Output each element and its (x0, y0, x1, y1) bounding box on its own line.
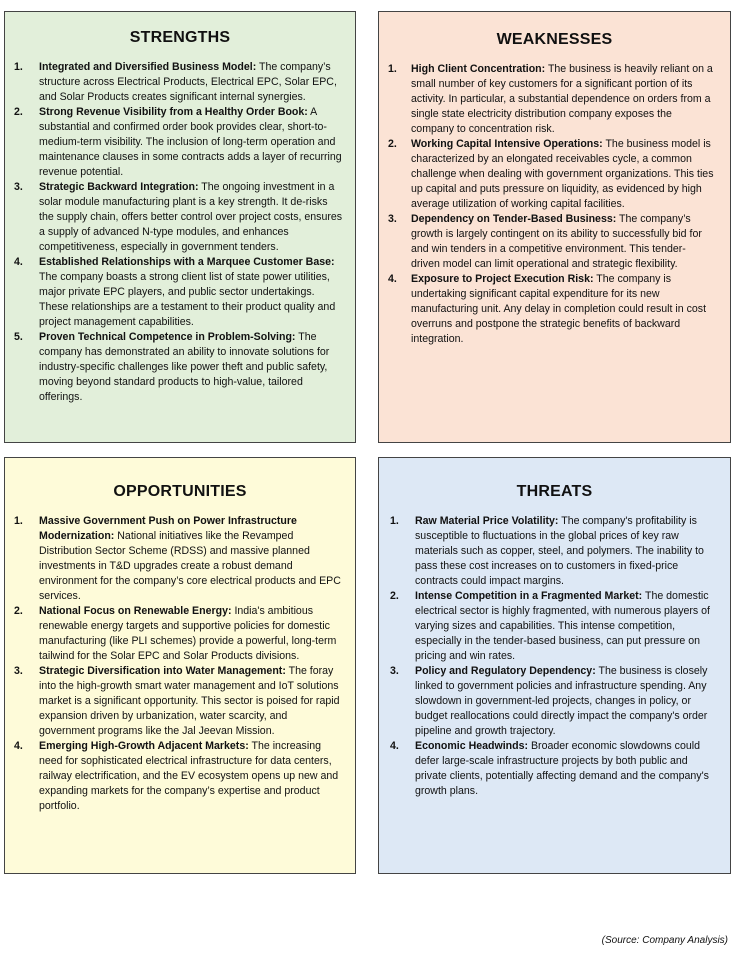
item-heading: Policy and Regulatory Dependency: (415, 665, 596, 677)
item-number: 3. (388, 213, 397, 225)
threats-title: THREATS (516, 483, 593, 500)
item-text: The company has demonstrated an ability to innovate solutions for industry-specific challenges like power theft and public safety, moving beyond standard products to high-value, tailored offerings. (39, 331, 330, 403)
item-number: 4. (390, 740, 399, 752)
list-item (388, 62, 714, 137)
weaknesses-list (379, 62, 730, 347)
list-item (390, 739, 716, 799)
list-item (14, 739, 345, 814)
strengths-list (5, 60, 355, 405)
item-number: 4. (388, 273, 397, 285)
item-heading: Strategic Backward Integration: (39, 181, 199, 193)
item-heading: Strategic Diversification into Water Management: (39, 665, 286, 677)
list-item (14, 105, 343, 180)
list-item (14, 604, 345, 664)
threats-panel (378, 457, 731, 874)
item-heading: Raw Material Price Volatility: (415, 515, 559, 527)
item-heading: High Client Concentration: (411, 63, 546, 75)
item-text: National initiatives like the Revamped Distribution Sector Scheme (RDSS) and massive planned investments in T&D upgrades create a robust demand environment for the company’s core electrical products and EPC services. (39, 530, 341, 602)
list-item (390, 664, 716, 739)
strengths-panel (4, 11, 356, 443)
item-heading: National Focus on Renewable Energy: (39, 605, 232, 617)
list-item (388, 212, 714, 272)
item-heading: Economic Headwinds: (415, 740, 529, 752)
item-heading: Working Capital Intensive Operations: (411, 138, 603, 150)
item-number: 4. (14, 256, 23, 268)
item-heading: Exposure to Project Execution Risk: (411, 273, 594, 285)
item-text: Broader economic slowdowns could defer large-scale infrastructure projects by both public and private clients, potentially affecting demand and the company's growth plans. (415, 740, 709, 797)
list-item (390, 514, 716, 589)
item-text: The business is heavily reliant on a small number of key customers for a significant portion of its activity. In particular, a substantial dependence on orders from a single state electricity distribution company exposes the company to concentration risk. (411, 63, 713, 135)
item-heading: Intense Competition in a Fragmented Market: (415, 590, 643, 602)
item-text: The company’s structure across Electrical Products, Electrical EPC, Solar EPC, and Solar Products creates significant internal synergies. (39, 61, 337, 103)
list-item (14, 255, 343, 330)
item-text: India's ambitious renewable energy targets and supportive policies for domestic manufacturing (like PLI schemes) provide a powerful, long-term tailwind for the Solar EPC and Solar Products divisions. (39, 605, 337, 662)
item-number: 3. (390, 665, 399, 677)
weaknesses-title: WEAKNESSES (496, 31, 613, 48)
item-text: The company's profitability is susceptible to fluctuations in the global prices of key raw materials such as copper, steel, and polymers. The inability to pass these cost increases on to customers in fixed-price contracts could impact margins. (415, 515, 704, 587)
weaknesses-panel (378, 11, 731, 443)
threats-list (379, 514, 730, 799)
item-heading: Integrated and Diversified Business Model: (39, 61, 257, 73)
list-item (14, 60, 343, 105)
list-item (388, 272, 714, 347)
item-number: 4. (14, 740, 23, 752)
item-text: The business model is characterized by an elongated receivables cycle, a common challenge when dealing with government organizations. This ties up capital and puts pressure on liquidity, as evidenced by high average utilization of working capital facilities. (411, 138, 714, 210)
item-text: The increasing need for sophisticated electrical infrastructure for data centers, railway electrification, and the EV ecosystem opens up new and expanding markets for the company’s expertise and product portfolio. (39, 740, 339, 812)
item-number: 2. (14, 605, 23, 617)
item-number: 2. (14, 106, 23, 118)
opportunities-list (5, 514, 355, 814)
item-heading: Proven Technical Competence in Problem-Solving: (39, 331, 296, 343)
item-text: The company boasts a strong client list of state power utilities, major private EPC players, and public sector undertakings. These relationships are a testament to their product quality and project management capabilities. (39, 271, 336, 328)
item-number: 1. (14, 515, 23, 527)
item-heading: Strong Revenue Visibility from a Healthy Order Book: (39, 106, 308, 118)
item-text: The ongoing investment in a solar module manufacturing plant is a key strength. It de-risks the supply chain, offers better control over project costs, ensures a supply of advanced N-type modules, and enhances competitiveness, especially in government tenders. (39, 181, 343, 253)
opportunities-panel (4, 457, 356, 874)
item-heading: Established Relationships with a Marquee Customer Base: (39, 256, 335, 268)
item-number: 5. (14, 331, 23, 343)
item-number: 1. (14, 61, 23, 73)
source-note: (Source: Company Analysis) (601, 935, 728, 946)
list-item (14, 664, 345, 739)
item-text: The company’s growth is largely contingent on its ability to successfully bid for and win tenders in a competitive environment. This tender-driven model can limit operational and strategic flexibility. (411, 213, 702, 270)
item-number: 2. (388, 138, 397, 150)
item-number: 3. (14, 665, 23, 677)
item-number: 2. (390, 590, 399, 602)
list-item (14, 330, 343, 405)
strengths-title: STRENGTHS (129, 29, 231, 46)
item-heading: Emerging High-Growth Adjacent Markets: (39, 740, 249, 752)
list-item (14, 180, 343, 255)
item-text: The company is undertaking significant capital expenditure for its new manufacturing unit. Any delay in completion could result in cost overruns and postpone the strategic benefits of backward integration. (411, 273, 707, 345)
item-number: 1. (390, 515, 399, 527)
list-item (388, 137, 714, 212)
opportunities-title: OPPORTUNITIES (113, 483, 247, 500)
item-text: The foray into the high-growth smart water management and IoT solutions market is a significant opportunity. This sector is poised for rapid expansion driven by urbanization, water scarcity, and government programs like the Jal Jeevan Mission. (39, 665, 340, 737)
item-heading: Massive Government Push on Power Infrastructure Modernization: (39, 515, 297, 542)
item-number: 1. (388, 63, 397, 75)
item-text: The business is closely linked to government policies and infrastructure spending. Any slowdown in government-led projects, changes in policy, or budget reallocations could directly impact the company's order pipeline and growth trajectory. (415, 665, 708, 737)
list-item (390, 589, 716, 664)
item-text: A substantial and confirmed order book provides clear, short-to-medium-term visibility. The inclusion of long-term operation and maintenance clauses in some contracts adds a layer of recurring revenue potential. (39, 106, 342, 178)
list-item (14, 514, 345, 604)
item-text: The domestic electrical sector is highly fragmented, with numerous players of varying sizes and capabilities. This intense competition, especially in the tender-based business, can put pressure on pricing and win rates. (415, 590, 710, 662)
item-heading: Dependency on Tender-Based Business: (411, 213, 617, 225)
item-number: 3. (14, 181, 23, 193)
